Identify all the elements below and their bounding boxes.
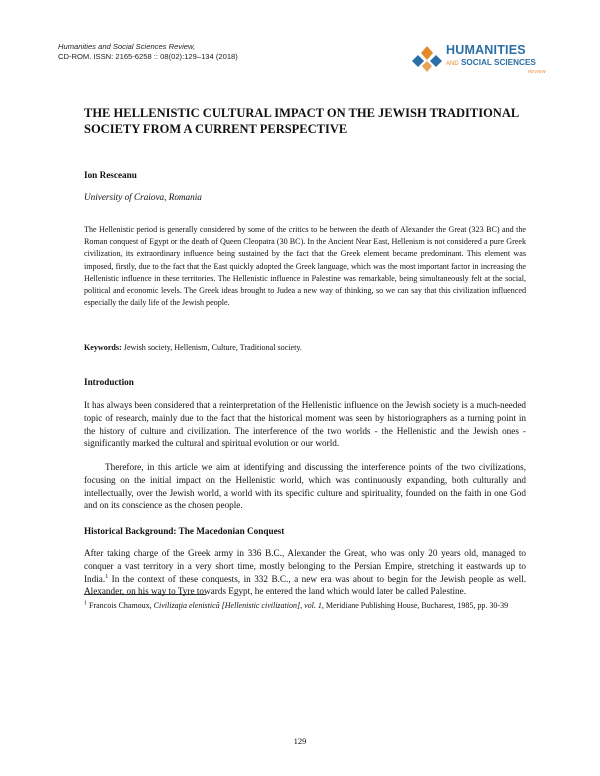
page-number: 129: [293, 736, 307, 746]
keywords: [84, 343, 302, 352]
logo-and: AND: [446, 61, 459, 67]
logo-line-humanities: HUMANITIES: [446, 43, 526, 57]
footnote-ref[interactable]: 1: [105, 573, 109, 580]
footnote-author: Francois Chamoux,: [89, 601, 152, 610]
keywords-label: Keywords:: [84, 343, 122, 352]
logo-emblem-icon: [410, 44, 444, 74]
historical-paragraph-text-a: After taking charge of the Greek army in 336 B.C., Alexander the Great, who was only 20 years old, managed to conquer a vast territory in a very short time, mostly belonging to the Persian Empire, stretching it eastwards up to India.: [84, 548, 526, 584]
journal-logo: [410, 42, 550, 82]
heading-introduction: Introduction: [84, 377, 134, 387]
footnote: [84, 600, 526, 611]
journal-issn: CD-ROM. ISSN: 2165-6258 :: 08(02):129–134 (2018): [58, 52, 238, 61]
intro-paragraph-1: It has always been considered that a reinterpretation of the Hellenistic influence on the Jewish society is a much-needed topic of research, mainly due to the fact that the historical moment was seen by historiographers as a turning point in the history of culture and civilization. The interference of the two worlds - the Hellenistic and the Jewish ones - significantly marked the cultural and spiritual evolution or our world.: [84, 400, 526, 449]
journal-name: Humanities and Social Sciences Review,: [58, 42, 196, 51]
journal-header: [58, 42, 238, 62]
logo-line-social-sciences: [446, 58, 536, 67]
abstract: The Hellenistic period is generally considered by some of the critics to be between the death of Alexander the Great (323 BC) and the Roman conquest of Egypt or the death of Queen Cleopatra (30 BC). In the Ancient Near East, Hellenism is not considered a pure Greek civilization, its extraordinary influence being sustained by the fact that the Greek element became predominant. This element was imposed, firstly, due to the fact that the East quickly adopted the Greek language, which was the most important factor in increasing the Hellenistic influence in these territories. The Hellenistic influence in Palestine was remarkable, being simultaneously felt at the social, political and economic levels. The Greek ideas brought to Judea a new way of thinking, so we can say that this civilization influenced especially the daily life of the Jewish people.: [84, 225, 526, 308]
logo-line-review: REVIEW: [528, 69, 546, 74]
historical-paragraph-text-b: In the context of these conquests, in 332 B.C., a new era was about to begin for the Jewish people as well. Alexander, on his way to Tyre towards Egypt, he entered the land which would later be called Palestine.: [84, 573, 526, 597]
intro-paragraph-2: Therefore, in this article we aim at identifying and discussing the interference points of the two civilizations, focusing on the initial impact on the Hellenistic world, which was continuously expanding, both culturally and intellectually, over the Jewish world, a world with its specific culture and spirituality, founded on the faith in one God and on its conscience as the chosen people.: [84, 462, 526, 511]
article-title: THE HELLENISTIC CULTURAL IMPACT ON THE JEWISH TRADITIONAL SOCIETY FROM A CURRENT PERSPECTIVE: [84, 106, 519, 136]
historical-paragraph: [84, 547, 526, 598]
footnote-divider: [84, 594, 206, 595]
footnote-title: Civilizaţia elenistică [Hellenistic civilization], vol. 1,: [153, 601, 324, 610]
heading-historical-background: Historical Background: The Macedonian Conquest: [84, 526, 285, 536]
logo-social-sciences-text: SOCIAL SCIENCES: [460, 58, 536, 67]
author-affiliation: University of Craiova, Romania: [84, 192, 202, 202]
footnote-number: 1: [84, 600, 87, 607]
keywords-list: Jewish society, Hellenism, Culture, Traditional society.: [123, 343, 302, 352]
author-name: Ion Resceanu: [84, 170, 137, 180]
footnote-publisher: Meridiane Publishing House, Bucharest, 1985, pp. 30-39: [325, 601, 509, 610]
